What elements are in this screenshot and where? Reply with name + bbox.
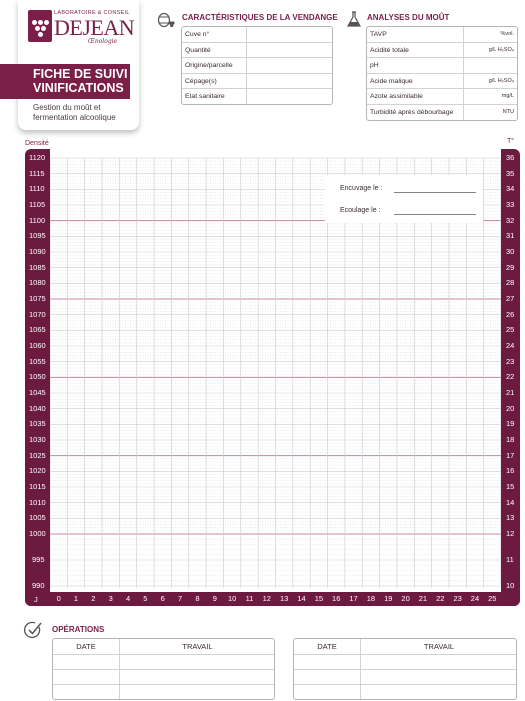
- density-tick-label: 1030: [29, 435, 46, 444]
- temperature-tick-label: 27: [506, 294, 515, 303]
- operations-table-right[interactable]: [293, 638, 517, 700]
- day-tick-label: 24: [470, 594, 480, 603]
- dates-box: [325, 175, 483, 223]
- density-tick-label: 990: [32, 581, 45, 590]
- logo-subtitle: Œnologie: [88, 38, 118, 45]
- check-circle-icon: [23, 620, 43, 640]
- temperature-tick-label: 34: [506, 184, 515, 194]
- temperature-tick-label: 14: [506, 497, 515, 507]
- day-tick-label: 5: [143, 594, 148, 603]
- operations-title: OPÉRATIONS: [52, 625, 105, 634]
- density-tick-label: 1010: [29, 497, 46, 507]
- density-tick-label: 995: [32, 555, 45, 564]
- temperature-tick-label: 22: [506, 372, 515, 382]
- col-date-right: DATE: [317, 642, 337, 651]
- ecoulage-label: Ecoulage le :: [340, 207, 381, 214]
- density-tick-label: 1065: [29, 325, 46, 335]
- temperature-tick-label: 12: [506, 529, 515, 538]
- day-tick-label: 2: [91, 594, 96, 603]
- temperature-tick-label: 18: [506, 435, 515, 444]
- density-tick-label: 1055: [29, 356, 46, 366]
- day-tick-label: 25: [488, 594, 497, 603]
- density-tick-label: 1115: [29, 168, 45, 178]
- day-tick-label: 8: [195, 594, 200, 603]
- density-tick-label: 1025: [29, 450, 46, 460]
- temperature-tick-label: 25: [506, 325, 515, 335]
- temperature-tick-label: 15: [506, 482, 515, 491]
- logo-name: DEJEAN: [54, 15, 135, 40]
- temperature-tick-label: 19: [506, 419, 515, 429]
- day-tick-label: 10: [227, 594, 237, 603]
- temperature-tick-label: 33: [506, 200, 515, 209]
- day-axis-label: J: [34, 595, 38, 604]
- day-tick-label: 12: [262, 594, 271, 603]
- day-tick-label: 16: [332, 594, 341, 603]
- vendange-row-etat[interactable]: Etat sanitaire: [185, 93, 225, 100]
- subtitle-line2: fermentation alcoolique: [33, 112, 116, 122]
- temperature-tick-label: 17: [506, 450, 515, 460]
- density-tick-label: 1035: [29, 419, 46, 429]
- col-travail-left: TRAVAIL: [182, 642, 213, 651]
- temperature-tick-label: 28: [506, 278, 515, 288]
- day-tick-label: 1: [73, 594, 79, 603]
- analyses-row-malique[interactable]: Acide malique g/L H₂SO₄: [367, 74, 517, 90]
- density-tick-label: 1045: [29, 388, 46, 397]
- analyses-title: ANALYSES DU MOÛT: [367, 13, 450, 22]
- day-tick-label: 19: [384, 594, 393, 603]
- analyses-row-tavp[interactable]: TAVP %vol.: [367, 27, 517, 43]
- col-travail-right: TRAVAIL: [423, 642, 455, 651]
- day-tick-label: 7: [178, 594, 183, 603]
- density-tick-label: 1040: [29, 403, 46, 413]
- density-tick-label: 1110: [29, 184, 45, 194]
- temperature-tick-label: 32: [506, 215, 515, 225]
- vendange-row-cepage[interactable]: Cépage(s): [182, 74, 332, 90]
- density-tick-label: 1120: [29, 153, 46, 162]
- day-tick-label: 9: [212, 594, 217, 603]
- page-title-line2: VINIFICATIONS: [33, 81, 124, 95]
- analyses-row-turbidite[interactable]: Turbidité après débourbage NTU: [370, 108, 514, 116]
- density-tick-label: 1000: [29, 529, 46, 538]
- day-tick-label: 4: [125, 594, 131, 603]
- day-tick-label: 18: [366, 594, 376, 603]
- density-tick-label: 1075: [29, 294, 46, 303]
- density-tick-label: 1100: [29, 215, 46, 225]
- encuvage-label: Encuvage le :: [340, 185, 383, 192]
- encuvage-field[interactable]: [394, 192, 476, 193]
- day-tick-label: 3: [108, 594, 113, 603]
- day-tick-label: 21: [418, 594, 428, 603]
- vendange-row-origine[interactable]: Origine/parcelle: [182, 58, 332, 74]
- page-title-line1: FICHE DE SUIVI: [33, 67, 128, 81]
- density-tick-label: 1070: [29, 309, 46, 319]
- operations-table-left[interactable]: [52, 638, 275, 700]
- density-tick-label: 1105: [29, 200, 46, 209]
- subtitle-line1: Gestion du moût et: [33, 103, 101, 112]
- density-tick-label: 1015: [29, 482, 46, 491]
- analyses-row-azote[interactable]: Azote assimilable mg/L: [367, 89, 517, 105]
- temperature-tick-label: 31: [506, 231, 515, 241]
- density-tick-label: 1005: [29, 513, 46, 523]
- temperature-tick-label: 26: [506, 309, 515, 319]
- temperature-tick-label: 23: [506, 356, 515, 366]
- day-tick-label: 13: [280, 594, 289, 603]
- day-tick-label: 22: [436, 594, 445, 603]
- temperature-tick-label: 20: [506, 403, 515, 413]
- vendange-row-cuve[interactable]: Cuve n°: [182, 27, 332, 43]
- temperature-axis-title: T°: [507, 138, 515, 145]
- density-tick-label: 1080: [29, 278, 46, 288]
- temperature-tick-label: 16: [506, 466, 515, 476]
- density-tick-label: 1060: [29, 341, 46, 350]
- day-tick-label: 15: [314, 594, 324, 603]
- day-tick-label: 6: [160, 594, 165, 603]
- vendange-title: CARACTÉRISTIQUES DE LA VENDANGE: [182, 13, 338, 22]
- col-date-left: DATE: [76, 642, 96, 651]
- density-tick-label: 1085: [29, 262, 46, 272]
- day-tick-label: 14: [297, 594, 306, 603]
- temperature-tick-label: 29: [506, 262, 515, 272]
- vendange-row-quantite[interactable]: Quantité: [182, 43, 332, 59]
- density-tick-label: 1020: [29, 466, 46, 476]
- day-tick-label: 23: [453, 594, 462, 603]
- temperature-tick-label: 36: [506, 153, 515, 162]
- temperature-tick-label: 11: [506, 555, 514, 564]
- logo-tagline: LABORATOIRE & CONSEIL: [54, 10, 130, 16]
- temperature-tick-label: 35: [506, 168, 515, 178]
- density-axis-title: Densité: [25, 140, 49, 147]
- day-tick-label: 0: [56, 594, 61, 603]
- temperature-tick-label: 30: [506, 247, 515, 256]
- density-tick-label: 1095: [29, 231, 46, 241]
- day-tick-label: 11: [245, 594, 254, 603]
- temperature-tick-label: 21: [506, 388, 515, 397]
- ecoulage-field[interactable]: [394, 214, 476, 215]
- temperature-tick-label: 13: [506, 513, 515, 523]
- density-tick-label: 1090: [29, 247, 46, 256]
- day-tick-label: 20: [401, 594, 410, 603]
- analyses-row-ph[interactable]: pH: [367, 58, 517, 74]
- analyses-row-acidite[interactable]: Acidité totale g/L H₂SO₄: [367, 43, 517, 59]
- temperature-tick-label: 10: [506, 581, 515, 590]
- day-tick-label: 17: [349, 594, 358, 603]
- density-tick-label: 1050: [29, 372, 46, 382]
- temperature-tick-label: 24: [506, 341, 515, 350]
